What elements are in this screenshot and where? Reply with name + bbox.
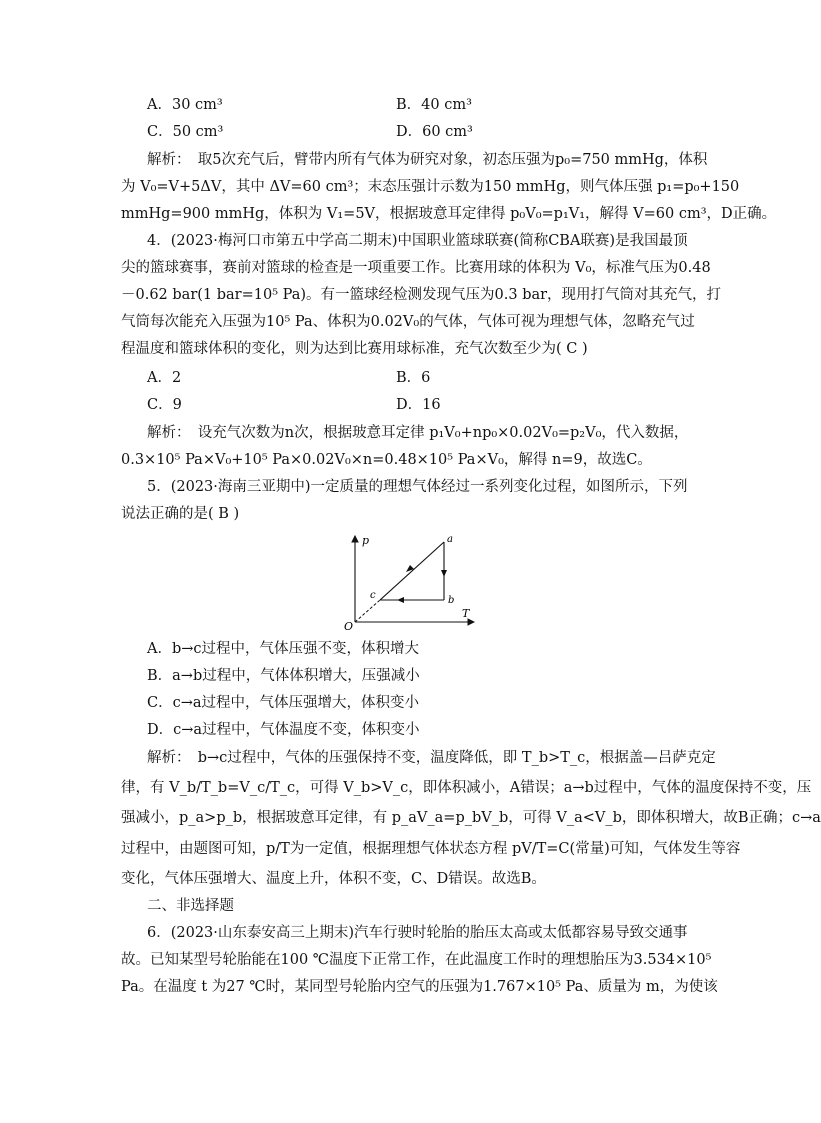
- point-label-b: b: [448, 595, 455, 606]
- q5-analysis-line: 强减小，p_a>p_b，根据玻意耳定律，有 p_aV_a=p_bV_b，可得 V_a<V_b，即体积增大，故B正确；c→a: [121, 810, 821, 826]
- segment-c-a: [380, 542, 444, 600]
- q5-option-b: B．a→b过程中，气体体积增大，压强减小: [147, 668, 420, 684]
- q5-option-a: A．b→c过程中，气体压强不变，体积增大: [147, 641, 420, 657]
- q3-analysis-line: 为 V₀=V+5ΔV，其中 ΔV=60 cm³；末态压强计示数为150 mmHg，则气体压强 p₁=p₀+150: [121, 179, 740, 195]
- q4-stem-line: 4．(2023·梅河口市第五中学高二期末)中国职业篮球联赛(简称CBA联赛)是我国最顶: [147, 233, 688, 249]
- q3-option-b: B．40 cm³: [396, 97, 472, 113]
- q4-option-a: A．2: [147, 370, 182, 386]
- q4-stem-line: 程温度和篮球体积的变化，则为达到比赛用球标准，充气次数至少为( C ): [121, 341, 588, 357]
- point-label-c: c: [370, 590, 376, 601]
- q4-option-d: D．16: [396, 397, 441, 413]
- q5-pt-graph: [340, 530, 480, 633]
- q5-analysis-line: 变化，气体压强增大、温度上升，体积不变，C、D错误。故选B。: [121, 871, 546, 887]
- q5-stem-line: 说法正确的是( B ): [121, 506, 240, 522]
- q4-option-c: C．9: [147, 397, 182, 413]
- q5-option-d: D．c→a过程中，气体温度不变，体积变小: [147, 722, 420, 738]
- q3-analysis-line: mmHg=900 mmHg，体积为 V₁=5V，根据玻意耳定律得 p₀V₀=p₁V₁，解得 V=60 cm³，D正确。: [121, 206, 777, 222]
- q4-stem-line: 尖的篮球赛事，赛前对篮球的检查是一项重要工作。比赛用球的体积为 V₀，标准气压为0.48: [121, 260, 711, 276]
- axis-label-t: T: [462, 607, 470, 620]
- q3-option-d: D．60 cm³: [396, 124, 473, 140]
- q4-analysis-line: 0.3×10⁵ Pa×V₀+10⁵ Pa×0.02V₀×n=0.48×10⁵ Pa×V₀，解得 n=9，故选C。: [121, 452, 652, 468]
- q6-stem-line: 故。已知某型号轮胎能在100 ℃温度下正常工作，在此温度工作时的理想胎压为3.534×10⁵: [121, 952, 712, 968]
- point-label-a: a: [447, 534, 453, 545]
- q5-stem-line: 5．(2023·海南三亚期中)一定质量的理想气体经过一系列变化过程，如图所示，下列: [147, 479, 688, 495]
- q4-stem-line: －0.62 bar(1 bar=10⁵ Pa)。有一篮球经检测发现气压为0.3 bar，现用打气筒对其充气，打: [121, 287, 722, 303]
- q3-option-c: C．50 cm³: [147, 124, 224, 140]
- q4-analysis-line: 解析： 设充气次数为n次，根据玻意耳定律 p₁V₀+np₀×0.02V₀=p₂V₀，代入数据，: [147, 425, 689, 441]
- q4-stem-line: 气筒每次能充入压强为10⁵ Pa、体积为0.02V₀的气体，气体可视为理想气体，忽略充气过: [121, 314, 695, 330]
- section-heading: 二、非选择题: [147, 898, 234, 914]
- axis-label-p: p: [362, 534, 370, 547]
- q5-analysis-line: 律，有 V_b/T_b=V_c/T_c，可得 V_b>V_c，即体积减小，A错误；a→b过程中，气体的温度保持不变，压: [121, 780, 812, 796]
- arrow-a-b: [441, 570, 447, 577]
- dashed-extension: [355, 600, 380, 622]
- arrow-b-c: [397, 597, 404, 603]
- q5-analysis-line: 解析： b→c过程中，气体的压强保持不变，温度降低，即 T_b>T_c，根据盖—吕萨克定: [147, 750, 716, 766]
- q3-option-a: A．30 cm³: [147, 97, 223, 113]
- q4-option-b: B．6: [396, 370, 431, 386]
- q6-stem-line: 6．(2023·山东泰安高三上期末)汽车行驶时轮胎的胎压太高或太低都容易导致交通事: [147, 925, 688, 941]
- q6-stem-line: Pa。在温度 t 为27 ℃时，某同型号轮胎内空气的压强为1.767×10⁵ Pa、质量为 m，为使该: [121, 979, 718, 995]
- origin-label: O: [344, 620, 354, 633]
- q5-analysis-line: 过程中，由题图可知，p/T为一定值，根据理想气体状态方程 pV/T=C(常量)可知，气体发生等容: [121, 841, 741, 857]
- q5-option-c: C．c→a过程中，气体压强增大，体积变小: [147, 695, 420, 711]
- q3-analysis-line: 解析： 取5次充气后，臂带内所有气体为研究对象，初态压强为p₀=750 mmHg，体积: [147, 152, 708, 168]
